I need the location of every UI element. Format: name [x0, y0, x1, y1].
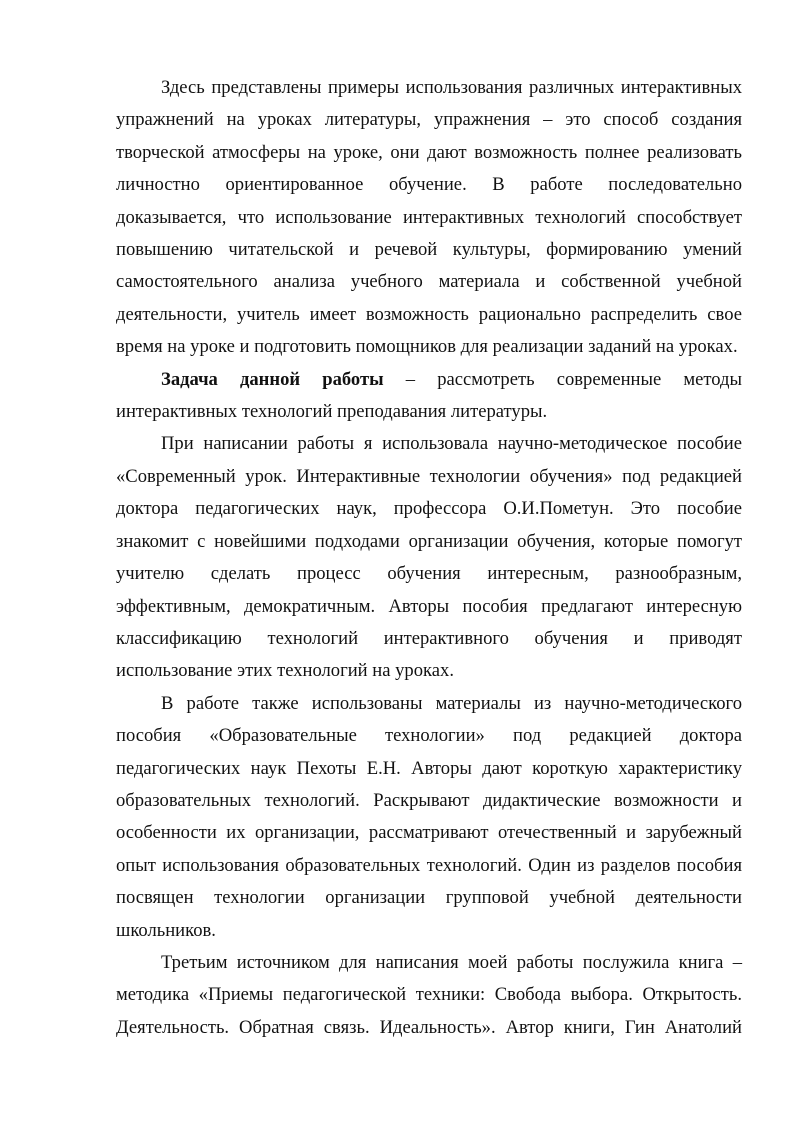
paragraph-4: В работе также использованы материалы из научно-методического пособия «Образовательные технологии» под редакцией доктора педагогических наук Пехоты Е.Н. Авторы дают короткую характеристику образовательных технологий. Раскрывают дидактические возможности и особенности их организации, рассматривают отечественный и зарубежный опыт использования образовательных технологий. Один из разделов пособия посвящен технологии организации групповой учебной деятельности школьников. — [116, 692, 742, 941]
paragraph-1: Здесь представлены примеры использования различных интерактивных упражнений на уроках литературы, упражнения – это способ создания творческой атмосферы на уроке, они дают возможность полнее реализовать личностно ориентированное обучение. В работе последовательно доказывается, что использование интерактивных технологий способствует повышению читательской и речевой культуры, формированию умений самостоятельного анализа учебного материала и собственной учебной деятельности, учитель имеет возможность рационально распределить свое время на уроке и подготовить помощников для реализации заданий на уроках. — [116, 77, 742, 358]
paragraph-2-bold-lead: Задача данной работы — [161, 368, 384, 390]
paragraph-2 — [116, 364, 742, 429]
document-page — [116, 72, 742, 1044]
paragraph-2-text: – рассмотреть современные методы интерактивных технологий преподавания литературы. — [116, 368, 742, 423]
paragraph-5: Третьим источником для написания моей работы послужила книга – методика «Приемы педагогической техники: Свобода выбора. Открытость. Деятельность. Обратная связь. Идеальность». Автор книги, Гин Анатолий — [116, 951, 742, 1038]
paragraph-3: При написании работы я использовала научно-методическое пособие «Современный урок. Интерактивные технологии обучения» под редакцией доктора педагогических наук, профессора О.И.Пометун. Это пособие знакомит с новейшими подходами организации обучения, которые помогут учителю сделать процесс обучения интересным, разнообразным, эффективным, демократичным. Авторы пособия предлагают интересную классификацию технологий интерактивного обучения и приводят использование этих технологий на уроках. — [116, 433, 742, 682]
